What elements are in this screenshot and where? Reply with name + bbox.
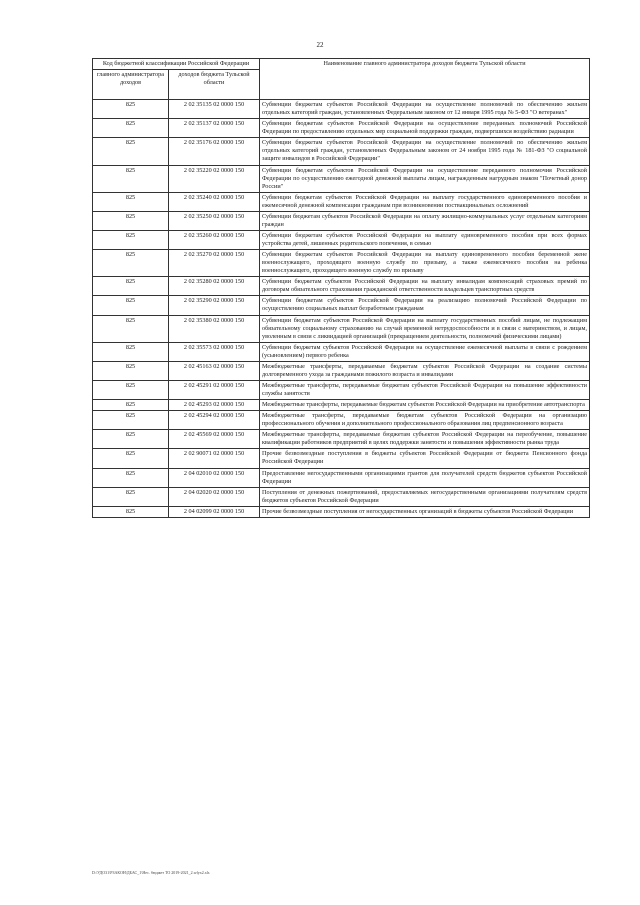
income-code-cell: 2 02 45163 02 0000 150 [169, 361, 260, 380]
income-name-cell: Субвенции бюджетам субъектов Российской Федерации на осуществление переданных полномочий Российской Федерации по предоставлению отдельных мер социальной поддержки граждан, подвергшихся воздействию радиации [260, 119, 590, 138]
table-row [93, 400, 590, 411]
income-name-cell: Субвенции бюджетам субъектов Российской Федерации на реализацию полномочий Российской Федерации по осуществлению социальных выплат безработным гражданам [260, 296, 590, 315]
income-code-cell: 2 02 35573 02 0000 150 [169, 342, 260, 361]
income-name-cell: Субвенции бюджетам субъектов Российской Федерации на осуществление переданного полномочия Российской Федерации по осуществлению ежегодной денежной выплаты лицам, награжденным нагрудным знаком "Почетный донор России" [260, 165, 590, 192]
income-code-cell: 2 04 02020 02 0000 150 [169, 487, 260, 506]
table-row [93, 192, 590, 211]
income-name-cell: Субвенции бюджетам субъектов Российской Федерации на выплату единовременного пособия при всех формах устройства детей, лишенных родительского попечения, в семью [260, 230, 590, 249]
income-name-cell: Субвенции бюджетам субъектов Российской Федерации на выплату единовременного пособия беременной жене военнослужащего, проходящего военную службу по призыву, а также ежемесячного пособия на ребенка военнослужащего, проходящего военную службу по призыву [260, 250, 590, 277]
income-code-cell: 2 02 35260 02 0000 150 [169, 230, 260, 249]
income-code-cell: 2 02 35137 02 0000 150 [169, 119, 260, 138]
admin-column-header: главного администратора доходов [93, 70, 169, 100]
admin-code-cell: 825 [93, 100, 169, 119]
admin-code-cell: 825 [93, 361, 169, 380]
code-group-header: Код бюджетной классификации Российской Федерации [93, 59, 260, 70]
income-name-cell: Предоставление негосударственными организациями грантов для получателей средств бюджетов субъектов Российской Федерации [260, 468, 590, 487]
header-row-1 [93, 59, 590, 70]
table-row [93, 506, 590, 517]
income-name-cell: Субвенции бюджетам субъектов Российской Федерации на выплату государственных пособий лицам, не подлежащим обязательному социальному страхованию на случай временной нетрудоспособности и в связи с материнством, и лицам, уволенным в связи с ликвидацией организаций (прекращением деятельности, полномочий физическими лицами) [260, 315, 590, 342]
table-body [93, 59, 590, 518]
income-column-header: доходов бюджета Тульской области [169, 70, 260, 100]
income-code-cell: 2 02 45569 02 0000 150 [169, 430, 260, 449]
admin-code-cell: 825 [93, 192, 169, 211]
income-name-cell: Субвенции бюджетам субъектов Российской Федерации на выплату государственного единовременного пособия и ежемесячной денежной компенсации гражданам при возникновении поствакцинальных осложнений [260, 192, 590, 211]
income-name-cell: Межбюджетные трансферты, передаваемые бюджетам субъектов Российской Федерации на приобретение автотранспорта [260, 400, 590, 411]
table-row [93, 250, 590, 277]
income-code-cell: 2 02 90071 02 0000 150 [169, 449, 260, 468]
table-row [93, 411, 590, 430]
table-row [93, 277, 590, 296]
table-row [93, 119, 590, 138]
income-name-cell: Субвенции бюджетам субъектов Российской Федерации на оплату жилищно-коммунальных услуг отдельным категориям граждан [260, 211, 590, 230]
income-code-cell: 2 02 45291 02 0000 150 [169, 380, 260, 399]
table-row [93, 296, 590, 315]
income-code-cell: 2 04 02099 02 0000 150 [169, 506, 260, 517]
income-name-cell: Межбюджетные трансферты, передаваемые бюджетам субъектов Российской Федерации на организацию профессионального обучения и дополнительного профессионального образования лиц предпенсионного возраста [260, 411, 590, 430]
income-code-cell: 2 02 35135 02 0000 150 [169, 100, 260, 119]
admin-code-cell: 825 [93, 380, 169, 399]
income-name-cell: Субвенции бюджетам субъектов Российской Федерации на выплату инвалидам компенсаций страховых премий по договорам обязательного страхования гражданской ответственности владельцев транспортных средств [260, 277, 590, 296]
admin-code-cell: 825 [93, 468, 169, 487]
admin-code-cell: 825 [93, 506, 169, 517]
admin-code-cell: 825 [93, 277, 169, 296]
file-path-footer: D:\УДО31\РЗАКОН\ДБАС_1\Нес. бюджет ТО 2019-2021_2.wfyx2.xls [92, 870, 210, 875]
income-name-cell: Субвенции бюджетам субъектов Российской Федерации на осуществление полномочий по обеспечению жильем отдельных категорий граждан, установленных Федеральным законом от 24 ноября 1995 года № 181-ФЗ "О социальной защите инвалидов в Российской Федерации" [260, 138, 590, 165]
income-code-cell: 2 02 35220 02 0000 150 [169, 165, 260, 192]
admin-code-cell: 825 [93, 487, 169, 506]
income-code-cell: 2 04 02010 02 0000 150 [169, 468, 260, 487]
income-code-cell: 2 02 35280 02 0000 150 [169, 277, 260, 296]
income-name-cell: Межбюджетные трансферты, передаваемые бюджетам субъектов Российской Федерации на создание системы долговременного ухода за гражданами пожилого возраста и инвалидами [260, 361, 590, 380]
page-number: 22 [316, 41, 324, 49]
table-row [93, 487, 590, 506]
income-name-cell: Поступления от денежных пожертвований, предоставляемых негосударственными организациями получателям средств бюджетов субъектов Российской Федерации [260, 487, 590, 506]
table-row [93, 211, 590, 230]
income-code-cell: 2 02 45293 02 0000 150 [169, 400, 260, 411]
table-row [93, 230, 590, 249]
income-name-cell: Межбюджетные трансферты, передаваемые бюджетам субъектов Российской Федерации на переобучение, повышение квалификации работников предприятий в целях поддержки занятости и повышения эффективности рынка труда [260, 430, 590, 449]
income-code-cell: 2 02 35240 02 0000 150 [169, 192, 260, 211]
income-name-cell: Межбюджетные трансферты, передаваемые бюджетам субъектов Российской Федерации на повышение эффективности службы занятости [260, 380, 590, 399]
admin-code-cell: 825 [93, 411, 169, 430]
admin-code-cell: 825 [93, 400, 169, 411]
admin-code-cell: 825 [93, 165, 169, 192]
admin-code-cell: 825 [93, 449, 169, 468]
income-code-cell: 2 02 35270 02 0000 150 [169, 250, 260, 277]
income-name-cell: Субвенции бюджетам субъектов Российской Федерации на осуществление полномочий по обеспечению жильем отдельных категорий граждан, установленных Федеральным законом от 12 января 1995 года № 5-ФЗ "О ветеранах" [260, 100, 590, 119]
income-name-cell: Прочие безвозмездные поступления в бюджеты субъектов Российской Федерации от бюджета Пенсионного фонда Российской Федерации [260, 449, 590, 468]
name-column-header: Наименование главного администратора доходов бюджета Тульской области [260, 59, 590, 100]
table-row [93, 165, 590, 192]
table-row [93, 361, 590, 380]
admin-code-cell: 825 [93, 342, 169, 361]
table-row [93, 380, 590, 399]
income-code-cell: 2 02 35176 02 0000 150 [169, 138, 260, 165]
income-name-cell: Прочие безвозмездные поступления от негосударственных организаций в бюджеты субъектов Российской Федерации [260, 506, 590, 517]
table-row [93, 430, 590, 449]
table-row [93, 138, 590, 165]
admin-code-cell: 825 [93, 119, 169, 138]
income-code-cell: 2 02 35250 02 0000 150 [169, 211, 260, 230]
income-name-cell: Субвенции бюджетам субъектов Российской Федерации на осуществление ежемесячной выплаты в связи с рождением (усыновлением) первого ребенка [260, 342, 590, 361]
revenue-codes-table [92, 58, 590, 518]
table-row [93, 342, 590, 361]
admin-code-cell: 825 [93, 315, 169, 342]
admin-code-cell: 825 [93, 296, 169, 315]
table-row [93, 468, 590, 487]
income-code-cell: 2 02 45294 02 0000 150 [169, 411, 260, 430]
table-row [93, 100, 590, 119]
admin-code-cell: 825 [93, 230, 169, 249]
admin-code-cell: 825 [93, 138, 169, 165]
admin-code-cell: 825 [93, 430, 169, 449]
admin-code-cell: 825 [93, 211, 169, 230]
table-row [93, 449, 590, 468]
admin-code-cell: 825 [93, 250, 169, 277]
income-code-cell: 2 02 35380 02 0000 150 [169, 315, 260, 342]
income-code-cell: 2 02 35290 02 0000 150 [169, 296, 260, 315]
table-row [93, 315, 590, 342]
